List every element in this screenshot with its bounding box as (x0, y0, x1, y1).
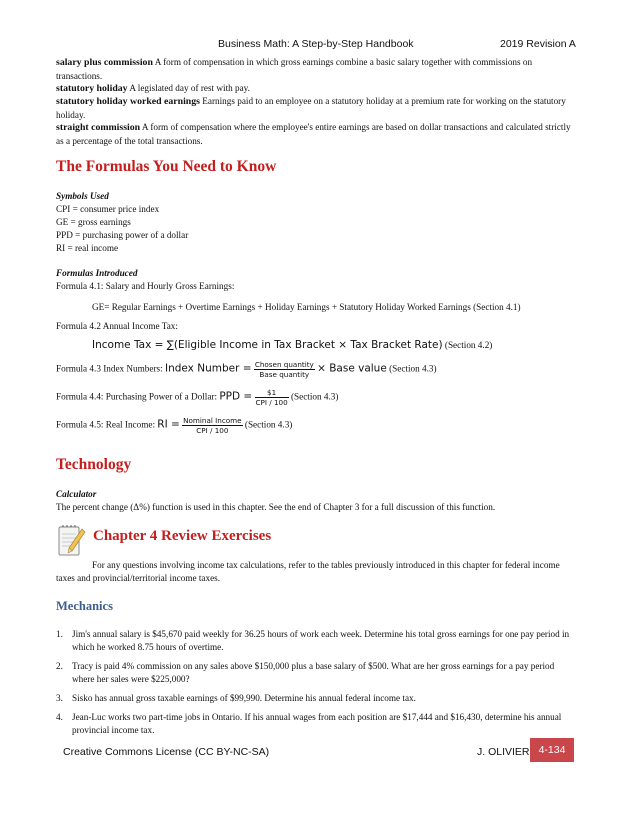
formula-4-5-label: Formula 4.5: Real Income: (56, 419, 155, 430)
exercise-number: 4. (56, 712, 63, 722)
formula-4-3-fraction (254, 360, 315, 379)
page-number-badge: 4-134 (530, 738, 574, 762)
glossary-term: straight commission (56, 122, 141, 133)
glossary-term: salary plus commission (56, 57, 153, 68)
fraction-numerator: $1 (255, 388, 289, 398)
exercise-number: 2. (56, 661, 63, 671)
license-text: Creative Commons License (CC BY-NC-SA) (63, 746, 270, 758)
symbol-line: RI = real income (56, 243, 119, 253)
formula-4-5-lhs: RI = (157, 418, 180, 431)
glossary-entry (56, 82, 576, 96)
glossary-entry (56, 56, 576, 82)
glossary-definition: A form of compensation in which gross earnings combine a basic salary together with commissions on transactions. (56, 57, 533, 81)
fraction-denominator: CPI / 100 (255, 398, 288, 407)
symbol-line: CPI = consumer price index (56, 204, 160, 214)
formula-4-3-section: (Section 4.3) (389, 363, 437, 374)
technology-text: The percent change (Δ%) function is used in this chapter. See the end of Chapter 3 for a full discussion of this function. (56, 502, 496, 512)
formula-4-2-expression: Income Tax = ∑(Eligible Income in Tax Bracket × Tax Bracket Rate) (92, 339, 443, 351)
fraction-numerator: Nominal Income (183, 416, 242, 425)
exercise-text: Tracy is paid 4% commission on any sales above $150,000 plus a base salary of $500. What are her gross earnings for a pay period where her sales were $225,000? (72, 661, 555, 684)
formula-4-3-lhs: Index Number = (164, 362, 252, 375)
formula-4-4-label: Formula 4.4: Purchasing Power of a Dollar: (56, 391, 218, 402)
revision-label: 2019 Revision A (500, 38, 576, 50)
technology-heading: Technology (56, 456, 132, 473)
formula-4-3 (56, 360, 437, 379)
formula-4-4-section: (Section 4.3) (290, 391, 339, 402)
formulas-heading: The Formulas You Need to Know (56, 158, 277, 175)
glossary-entry (56, 121, 576, 147)
formula-4-5 (56, 416, 292, 435)
glossary-definition: A form of compensation where the employee's entire earnings are based on dollar transactions and calculated strictly as a percentage of the total transactions. (56, 122, 571, 146)
exercise-number: 3. (56, 693, 63, 703)
formula-4-4 (56, 388, 338, 407)
exercise-number: 1. (56, 629, 63, 639)
glossary-definition: A legislated day of rest with pay. (129, 83, 250, 93)
notepad-pencil-icon (56, 523, 86, 559)
formula-4-3-rhs: × Base value (317, 362, 387, 375)
formula-4-2-section: (Section 4.2) (444, 340, 493, 350)
formula-4-2-label: Formula 4.2 Annual Income Tax: (56, 321, 178, 331)
glossary-term: statutory holiday (56, 83, 128, 94)
symbols-heading: Symbols Used (56, 191, 109, 201)
formula-4-1-equation: GE= Regular Earnings + Overtime Earnings + Holiday Earnings + Statutory Holiday Worked Earnings (Section 4.1) (92, 302, 521, 312)
exercise-text: Jim's annual salary is $45,670 paid weekly for 36.25 hours of work each week. Determine his total gross earnings for one pay period in which he worked 8.75 hours of overtime. (72, 629, 570, 652)
glossary-term: statutory holiday worked earnings (56, 96, 200, 107)
calculator-heading: Calculator (56, 489, 97, 499)
formulas-introduced-heading: Formulas Introduced (56, 268, 138, 278)
review-intro: For any questions involving income tax calculations, refer to the tables previously introduced in this chapter for federal income taxes and provincial/territorial income taxes. (56, 560, 560, 583)
formula-4-4-lhs: PPD = (219, 390, 253, 403)
glossary-entry (56, 95, 576, 121)
formula-4-5-section: (Section 4.3) (244, 419, 293, 430)
book-title: Business Math: A Step-by-Step Handbook (218, 38, 414, 50)
formula-4-2-equation (92, 339, 492, 351)
formula-4-4-fraction (255, 388, 289, 407)
glossary-definition: Earnings paid to an employee on a statutory holiday at a premium rate for working on the statutory holiday. (56, 96, 566, 120)
formula-4-5-fraction (182, 416, 242, 435)
exercise-text: Sisko has annual gross taxable earnings of $99,990. Determine his annual federal income tax. (72, 693, 416, 703)
review-exercises-heading: Chapter 4 Review Exercises (93, 528, 272, 544)
mechanics-heading: Mechanics (56, 599, 113, 613)
formula-4-1-label: Formula 4.1: Salary and Hourly Gross Earnings: (56, 281, 235, 291)
fraction-numerator: Chosen quantity (254, 360, 314, 369)
symbol-line: GE = gross earnings (56, 217, 131, 227)
formula-4-3-label: Formula 4.3 Index Numbers: (56, 363, 163, 374)
fraction-denominator: CPI / 100 (196, 426, 229, 435)
symbol-line: PPD = purchasing power of a dollar (56, 230, 189, 240)
author-name: J. OLIVIER (477, 746, 530, 758)
fraction-denominator: Base quantity (259, 370, 310, 379)
exercise-text: Jean-Luc works two part-time jobs in Ontario. If his annual wages from each position are $17,444 and $16,430, determine his annual provincial income tax. (72, 712, 562, 735)
